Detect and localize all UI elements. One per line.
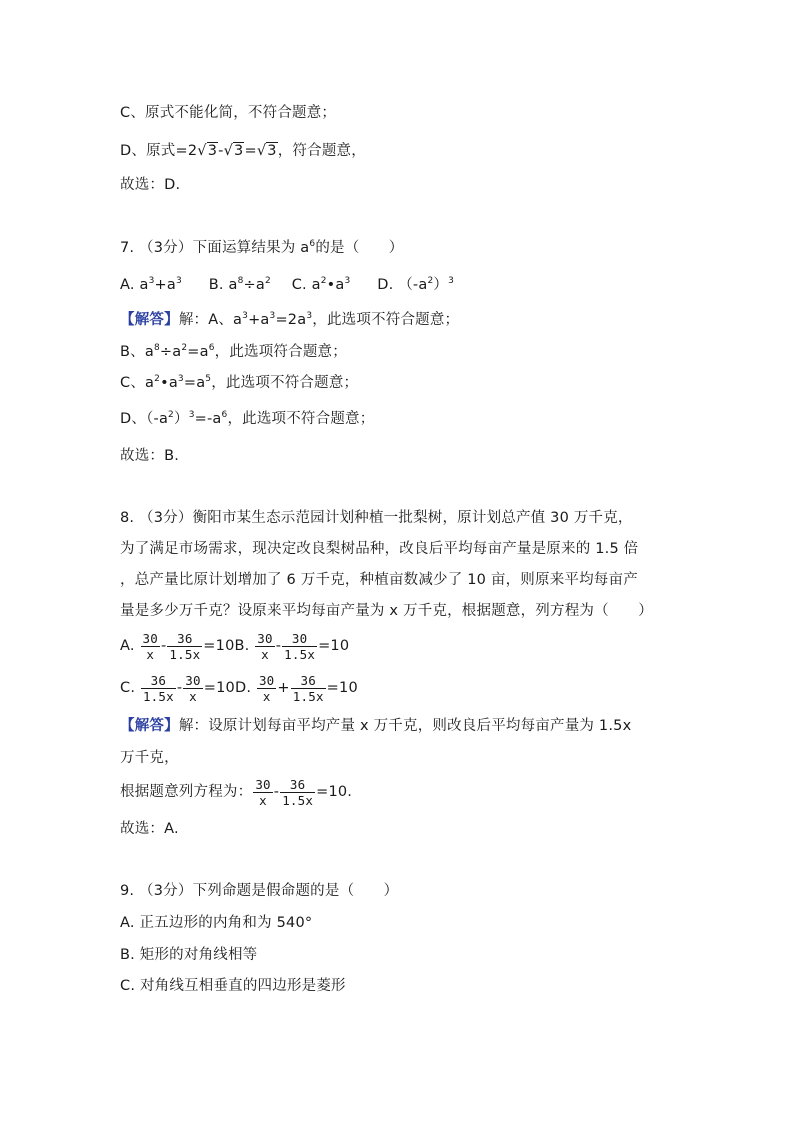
question-7-solution-d [120,409,374,429]
text-run: D、原式=2 [120,143,198,159]
question-8-line-2: 为了满足市场需求，现决定改良梨树品种，改良后平均每亩产量是原来的 1.5 倍 [120,541,639,557]
radicand: 3 [207,143,218,159]
superscript: 8 [153,343,160,353]
numerator: 30 [142,630,158,646]
text-run: 解：设原计划每亩平均产量 x 万千克，则改良后平均每亩产量为 1.5x [178,718,632,734]
option-b [234,630,350,662]
denominator: x [261,646,269,662]
sqrt-expression: √3 [223,143,244,159]
text-run: •a [160,375,178,391]
superscript: 8 [237,276,244,286]
text-run: ，此选项符合题意； [214,344,347,360]
option-c [292,277,351,293]
superscript: 6 [309,239,316,249]
fraction [141,631,160,662]
operator: + [277,680,290,696]
superscript: 3 [344,276,351,286]
fraction [291,673,326,704]
question-7-solution-c [120,373,358,393]
question-9-stem: 9. （3分）下列命题是假命题的是（ ） [120,883,399,899]
prev-answer: 故选：D. [120,177,181,193]
superscript: 6 [208,343,215,353]
text-run: B、a [120,344,154,360]
text-run: =10. [316,784,353,800]
numerator: 36 [141,673,176,689]
question-8-options-ab [120,626,349,666]
text-run: C、a [120,375,155,391]
question-7-solution-a [120,310,459,330]
question-8-answer: 故选：A. [120,821,179,837]
question-9-option-a: A. 正五边形的内角和为 540° [120,915,313,931]
superscript: 3 [148,276,155,286]
operator: - [273,784,280,800]
text-run: +a [154,277,176,293]
denominator: x [189,688,197,704]
option-d [377,277,454,293]
numerator: 30 [255,776,271,792]
numerator: 30 [185,672,201,688]
question-9-option-b: B. 矩形的对角线相等 [120,947,258,963]
question-8-solution-line-2: 万千克， [120,750,179,766]
text-run: A. [120,638,135,654]
superscript: 3 [306,311,313,321]
question-8-options-cd [120,668,358,708]
fraction [257,673,276,704]
superscript: 3 [269,311,276,321]
option-c [120,672,235,704]
denominator: 1.5x [292,688,324,704]
text-run: - [218,143,224,159]
text-run: =10 [326,680,358,696]
text-run: ÷a [159,344,182,360]
question-7-stem [120,238,404,258]
superscript: 3 [175,276,182,286]
question-8-solution-line-1 [120,716,631,736]
prev-option-d-line [120,141,366,161]
text-run: B. [234,638,250,654]
text-run: B. a [208,277,238,293]
numerator: 36 [280,777,315,793]
option-a [120,277,182,293]
superscript: 2 [154,374,161,384]
fraction [141,673,176,704]
text-run: = [244,143,257,159]
text-run: 的是（ ） [315,240,404,256]
text-run: =a [183,375,206,391]
text-run: =2a [275,312,307,328]
question-7-answer: 故选：B. [120,448,180,464]
operator: - [176,680,183,696]
text-run: =10 [203,680,235,696]
superscript: 2 [427,276,434,286]
superscript: 3 [177,374,184,384]
text-run: D. [234,680,252,696]
text-run: C. [120,680,136,696]
superscript: 2 [181,343,188,353]
text-run: ，此选项不符合题意； [312,312,460,328]
text-run: ，此选项不符合题意； [211,375,359,391]
radicand: 3 [267,143,277,159]
superscript: 3 [448,276,455,286]
superscript: 5 [205,374,212,384]
text-run: ÷a [243,277,265,293]
text-run: +a [248,312,270,328]
fraction [253,777,272,808]
question-8-solution-equation [120,772,352,812]
denominator: 1.5x [284,646,316,662]
option-a [120,630,235,662]
question-8-line-4: 量是多少万千克？设原来平均每亩产量为 x 万千克，根据题意，列方程为（ ） [120,603,653,619]
question-7-solution-b [120,342,347,362]
solution-tag: 【解答】 [120,718,179,734]
text-run: D、（-a [120,411,169,427]
superscript: 2 [264,276,271,286]
operator: - [275,638,282,654]
superscript: 6 [221,410,228,420]
superscript: 2 [320,276,327,286]
text-run: ） [173,411,189,427]
numerator: 36 [167,631,202,647]
text-run: =10 [203,638,235,654]
denominator: 1.5x [282,792,314,808]
text-run: ，符合题意， [277,143,366,159]
numerator: 30 [258,672,275,688]
option-b [209,277,271,293]
denominator: 1.5x [142,688,174,704]
option-d [234,672,358,704]
text-run: 7. （3分）下面运算结果为 a [120,240,310,256]
text-run: =a [187,344,209,360]
denominator: x [262,688,271,704]
sqrt-expression: √3 [197,143,218,159]
question-9-option-c: C. 对角线互相垂直的四边形是菱形 [120,978,346,994]
text-run: 解：A、a [178,312,243,328]
denominator: x [259,792,267,808]
text-run: ，此选项不符合题意； [227,411,375,427]
question-7-options [120,275,454,295]
numerator: 36 [291,673,326,689]
text-run: =-a [194,411,222,427]
question-8-line-3: ，总产量比原计划增加了 6 万千克，种植亩数减少了 10 亩，则原来平均每亩产 [120,572,638,588]
fraction [183,673,202,704]
text-run: C. a [291,277,321,293]
question-8-line-1: 8. （3分）衡阳市某生态示范园计划种植一批梨树，原计划总产值 30 万千克， [120,510,633,526]
numerator: 30 [257,630,273,646]
superscript: 3 [188,410,195,420]
text-run: •a [326,277,345,293]
operator: - [160,638,167,654]
fraction [167,631,202,662]
text-run: D. （-a [377,277,428,293]
text-run: A. a [120,277,149,293]
fraction [255,631,274,662]
sqrt-expression: √3 [256,143,277,159]
denominator: x [146,646,155,662]
fraction [280,777,315,808]
solution-tag: 【解答】 [120,312,179,328]
text-run: ） [433,277,449,293]
radicand: 3 [234,143,244,159]
numerator: 30 [282,631,317,647]
text-run: 根据题意列方程为： [120,784,253,800]
denominator: 1.5x [169,646,201,662]
superscript: 3 [242,311,249,321]
text-run: =10 [318,638,350,654]
superscript: 2 [168,410,174,420]
fraction [282,631,317,662]
prev-option-c-line: C、原式不能化简，不符合题意； [120,105,337,121]
